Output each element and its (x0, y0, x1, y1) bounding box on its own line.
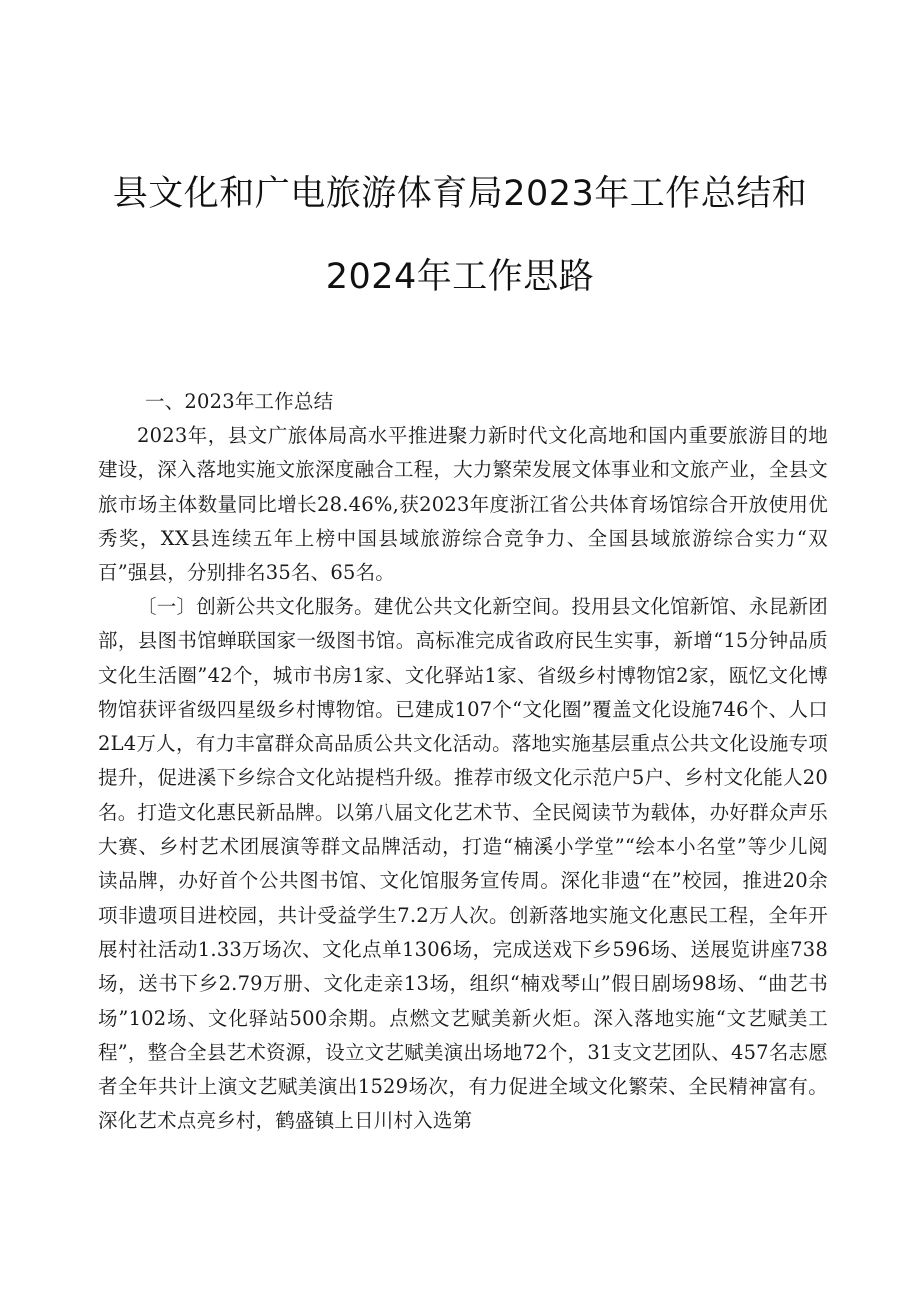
paragraph-public-culture-services: 〔一〕创新公共文化服务。建优公共文化新空间。投用县文化馆新馆、永昆新团部，县图书馆蝉联国家一级图书馆。高标准完成省政府民生实事，新增“15分钟品质文化生活圈”42个，城市书房1家、文化驿站1家、省级乡村博物馆2家，瓯忆文化博物馆获评省级四星级乡村博物馆。已建成107个“文化圈”覆盖文化设施746个、人口2L4万人，有力丰富群众高品质公共文化活动。落地实施基层重点公共文化设施专项提升，促进溪下乡综合文化站提档升级。推荐市级文化示范户5户、乡村文化能人20名。打造文化惠民新品牌。以第八届文化艺术节、全民阅读节为载体，办好群众声乐大赛、乡村艺术团展演等群文品牌活动，打造“楠溪小学堂”“绘本小名堂”等少儿阅读品牌，办好首个公共图书馆、文化馆服务宣传周。深化非遗“在”校园，推进20余项非遗项目进校园，共计受益学生7.2万人次。创新落地实施文化惠民工程，全年开展村社活动1.33万场次、文化点单1306场，完成送戏下乡596场、送展览讲座738场，送书下乡2.79万册、文化走亲13场，组织“楠戏琴山”假日剧场98场、“曲艺书场”102场、文化驿站500余期。点燃文艺赋美新火炬。深入落地实施“文艺赋美工程”，整合全县艺术资源，设立文艺赋美演出场地72个，31支文艺团队、457名志愿者全年共计上演文艺赋美演出1529场次，有力促进全域文化繁荣、全民精神富有。深化艺术点亮乡村，鹤盛镇上日川村入选第 (98, 595, 828, 1133)
paragraph-summary: 2023年，县文广旅体局高水平推进聚力新时代文化高地和国内重要旅游目的地建设，深入落地实施文旅深度融合工程，大力繁荣发展文体事业和文旅产业，全县文旅市场主体数量同比增长28.46%,获2023年度浙江省公共体育场馆综合开放使用优秀奖，XX县连续五年上榜中国县域旅游综合竞争力、全国县域旅游综合实力“双百”强县，分别排名35名、65名。 (98, 424, 828, 585)
document-title-line-2: 2024年工作思路 (325, 257, 595, 297)
document-title-line-1: 县文化和广电旅游体育局2023年工作总结和 (112, 174, 808, 214)
section-heading: 一、2023年工作总结 (145, 390, 334, 413)
